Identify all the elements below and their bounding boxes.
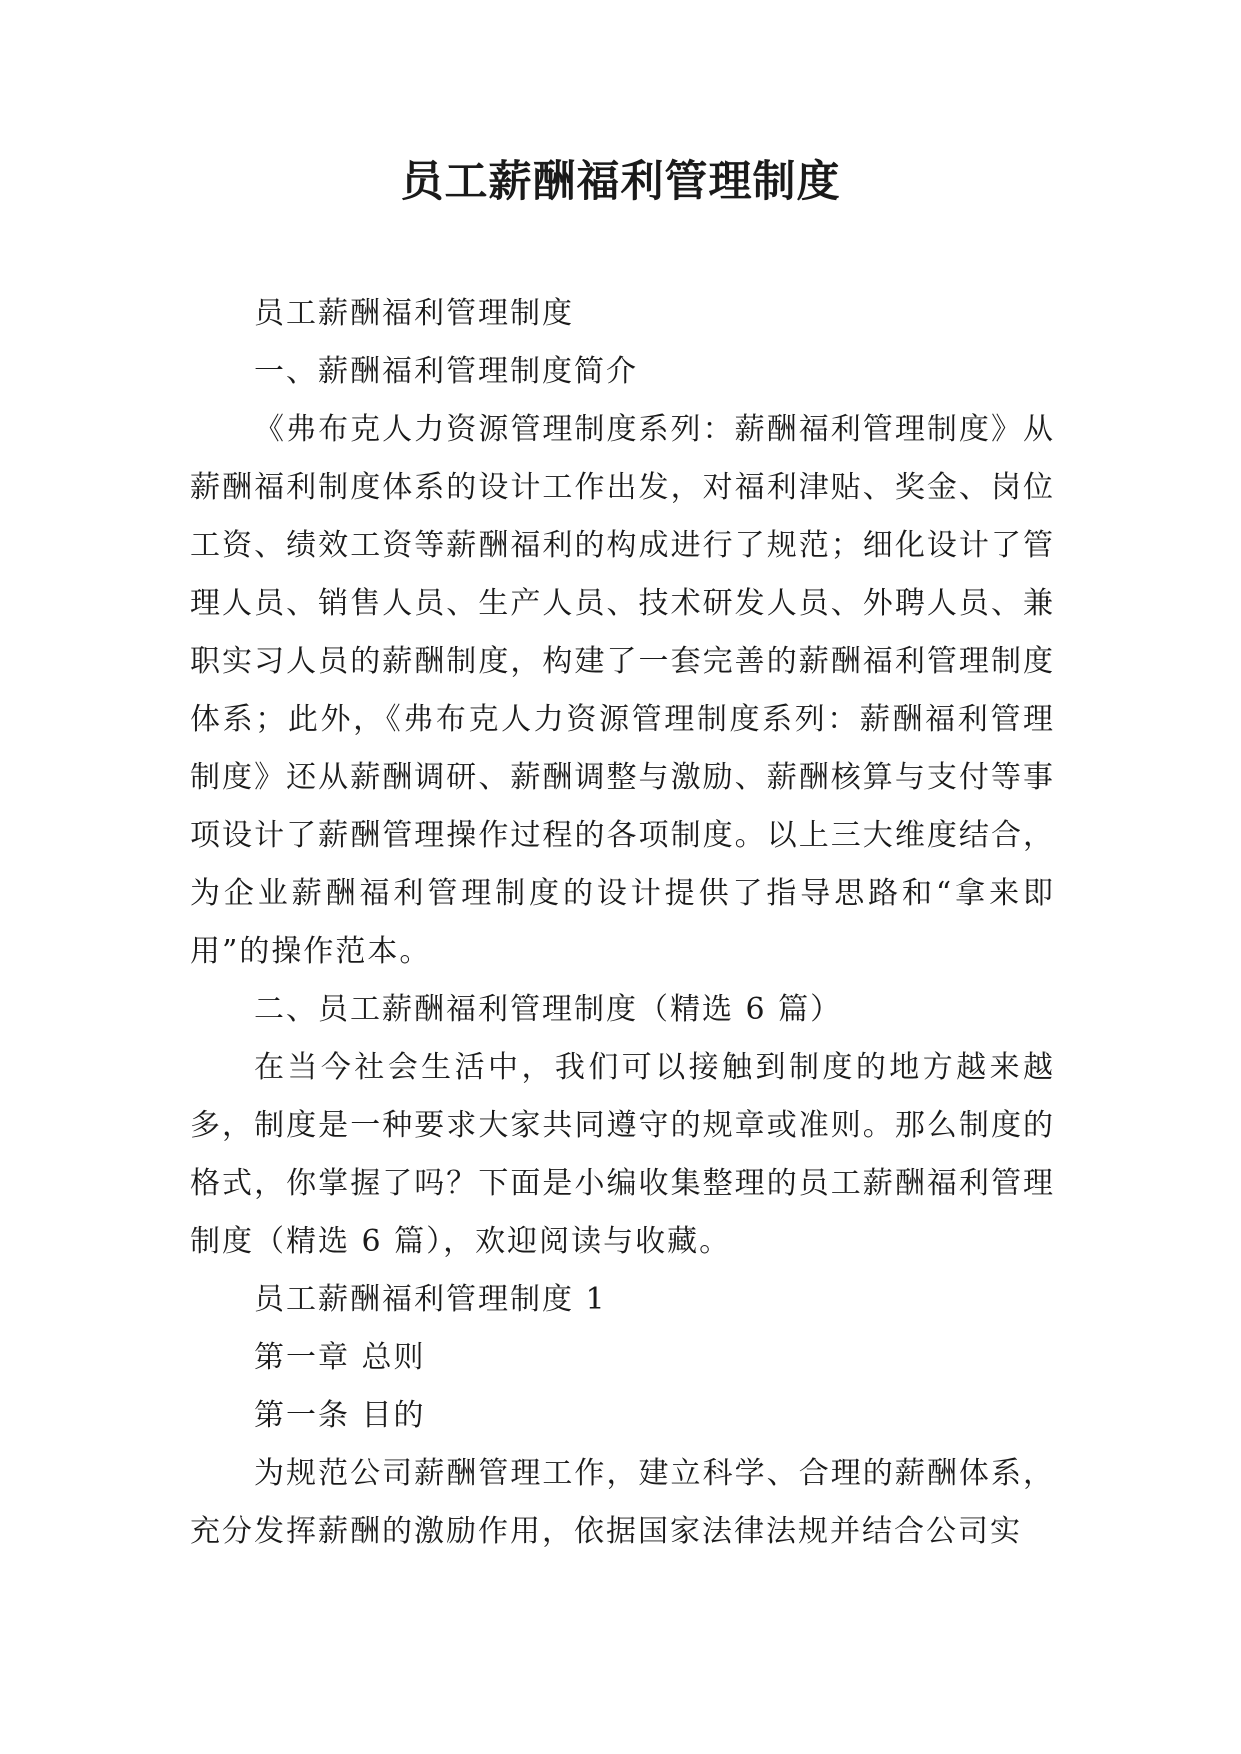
document-title: 员工薪酬福利管理制度 [400, 157, 841, 207]
article-heading: 第一条 目的 [254, 1398, 426, 1433]
document-body [190, 285, 1055, 1561]
article-title: 员工薪酬福利管理制度 1 [254, 1282, 607, 1317]
chapter-heading: 第一章 总则 [254, 1340, 426, 1375]
paragraph-purpose: 为规范公司薪酬管理工作，建立科学、合理的薪酬体系，充分发挥薪酬的激励作用，依据国家法律法规并结合公司实 [190, 1456, 1055, 1549]
paragraph-intro: 《弗布克人力资源管理制度系列：薪酬福利管理制度》从薪酬福利制度体系的设计工作出发，对福利津贴、奖金、岗位工资、绩效工资等薪酬福利的构成进行了规范；细化设计了管理人员、销售人员、生产人员、技术研发人员、外聘人员、兼职实习人员的薪酬制度，构建了一套完善的薪酬福利管理制度体系；此外，《弗布克人力资源管理制度系列：薪酬福利管理制度》还从薪酬调研、薪酬调整与激励、薪酬核算与支付等事项设计了薪酬管理操作过程的各项制度。以上三大维度结合，为企业薪酬福利管理制度的设计提供了指导思路和“拿来即用”的操作范本。 [190, 412, 1055, 969]
paragraph-subtitle: 员工薪酬福利管理制度 [254, 296, 574, 331]
paragraph-preface: 在当今社会生活中，我们可以接触到制度的地方越来越多，制度是一种要求大家共同遵守的规章或准则。那么制度的格式，你掌握了吗？下面是小编收集整理的员工薪酬福利管理制度（精选 6 篇），欢迎阅读与收藏。 [190, 1050, 1055, 1259]
section-heading-intro: 一、薪酬福利管理制度简介 [254, 354, 638, 389]
section-heading-selected: 二、员工薪酬福利管理制度（精选 6 篇） [254, 992, 843, 1027]
